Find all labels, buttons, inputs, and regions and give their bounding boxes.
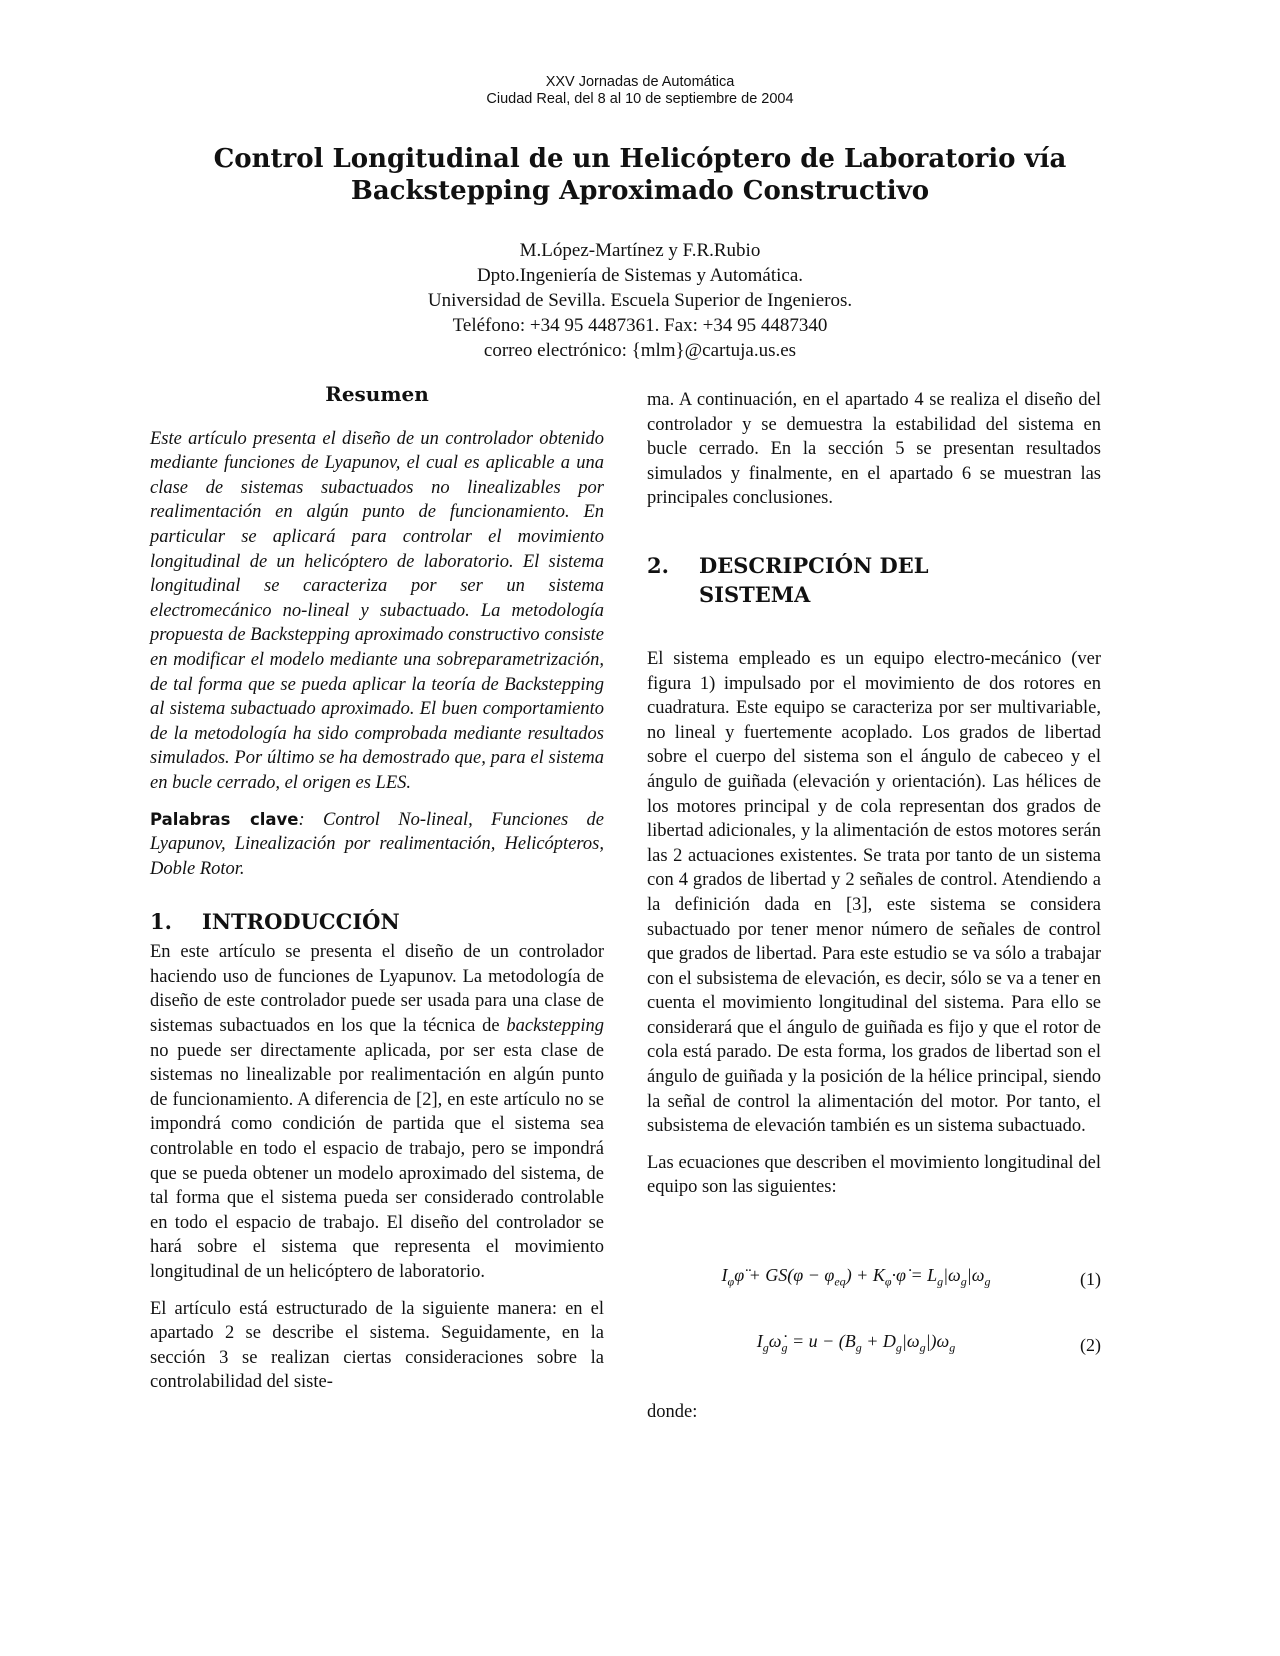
conference-place-date: Ciudad Real, del 8 al 10 de septiembre de 2004 (486, 91, 794, 107)
intro-p1-emphasis: backstepping (506, 1016, 604, 1037)
section-1-title: INTRODUCCIÓN (202, 909, 400, 935)
section-1-heading (150, 907, 604, 936)
equation-1 (647, 1264, 1101, 1294)
conference-header (0, 74, 1280, 108)
paper-title (140, 143, 1140, 207)
author-email: correo electrónico: {mlm}@cartuja.us.es (483, 340, 797, 361)
equation-1-body: $I_\varphi\varphï + GS(\varphi - \varphi_{eq})$ + $K_\varphi\cdot\varphi̇ = L_g|\omega_g|\omega_g$ (721, 1265, 991, 1290)
equation-2-number: (2) (1080, 1334, 1101, 1355)
abstract-heading: Resumen (325, 382, 429, 406)
author-university: Universidad de Sevilla. Escuela Superior de Ingenieros. (427, 290, 853, 311)
section-2-title (699, 551, 928, 609)
intro-p1-text-a: En este artículo se presenta el diseño de un controlador haciendo uso de funciones de Lyapunov. La metodología de diseño de este controlador puede ser usada para una clase de sistemas subactuados en los que la técnica de (150, 942, 604, 1037)
system-paragraph-1: El sistema empleado es un equipo electro-mecánico (ver figura 1) impulsado por el movimiento de dos rotores en cuadratura. Este equipo se caracteriza por ser multivariable, no lineal y fuertemente acoplado. Los grados de libertad sobre el cuerpo del sistema son el ángulo de cabeceo y el ángulo de guiñada (elevación y orientación). Las hélices de los motores principal y de cola representan dos grados de libertad adicionales, y la alimentación de estos motores serán las 2 actuaciones existentes. Se trata por tanto de un sistema con 4 grados de libertad y 2 señales de control. Atendiendo a la definición dada en [3], este sistema se considera subactuado por tener menor número de señales de control que grados de libertad. Para este estudio se va sólo a trabajar con el subsistema de elevación, es decir, sólo se va a tener en cuenta el movimiento longitudinal del sistema. Para ello se considerará que el ángulo de guiñada es fijo y que el rotor de cola está parado. De esta forma, los grados de libertad son el ángulo de guiñada y la posición de la hélice principal, siendo la señal de control la alimentación del motor. Por tanto, el subsistema de elevación también es un sistema subactuado. (647, 648, 1101, 1137)
author-department: Dpto.Ingeniería de Sistemas y Automática. (476, 265, 804, 286)
section-2-heading (647, 551, 1101, 609)
author-block (240, 238, 1040, 363)
intro-paragraph-2-continued: ma. A continuación, en el apartado 4 se realiza el diseño del controlador y se demuestra la estabilidad del sistema en bucle cerrado. En la sección 5 se presentan resultados simulados y finalmente, en el apartado 6 se muestran las principales conclusiones. (647, 390, 1101, 509)
keywords-text: : Control No-lineal, Funciones de Lyapunov, Linealización por realimentación, Helicópteros, Doble Rotor. (150, 809, 604, 879)
keywords-label: Palabras clave (150, 809, 299, 829)
author-phone: Teléfono: +34 95 4487361. Fax: +34 95 4487340 (452, 315, 828, 336)
paper-title-line-2: Backstepping Aproximado Constructivo (350, 176, 930, 206)
section-2-title-line-2: SISTEMA (699, 581, 811, 607)
section-1-number: 1. (150, 909, 172, 935)
donde-label: donde: (647, 1402, 698, 1423)
section-2-title-line-1: DESCRIPCIÓN DEL (699, 552, 929, 578)
abstract-body: Este artículo presenta el diseño de un controlador obtenido mediante funciones de Lyapunov, el cual es aplicable a una clase de sistemas subactuados no linealizables por realimentación en algún punto de funcionamiento. En particular se aplicará para controlar el movimiento longitudinal de un helicóptero de laboratorio. El sistema longitudinal se caracteriza por ser un sistema electromecánico no-lineal y subactuado. La metodología propuesta de Backstepping aproximado constructivo consiste en modificar el modelo mediante una sobreparametrización, de tal forma que se pueda aplicar la teoría de Backstepping al sistema subactuado aproximado. El buen comportamiento de la metodología ha sido comprobada mediante resultados simulados. Por último se ha demostrado que, para el sistema en bucle cerrado, el origen es LES. (150, 428, 604, 793)
equation-2 (647, 1330, 1101, 1360)
equation-2-body: $I_g\omegȧ_g = u - (B_g + D_g|\omega_g|)\omega_g$ (756, 1331, 956, 1356)
author-names: M.López-Martínez y F.R.Rubio (519, 240, 761, 261)
keywords (150, 808, 604, 882)
system-paragraph-2: Las ecuaciones que describen el movimiento longitudinal del equipo son las siguientes: (647, 1152, 1101, 1198)
left-column (150, 382, 604, 1405)
intro-paragraph-1 (150, 940, 604, 1284)
paper-title-line-1: Control Longitudinal de un Helicóptero de Laboratorio vía (213, 144, 1067, 174)
intro-p1-text-b: no puede ser directamente aplicada, por ser esta clase de sistemas no linealizable por realimentación en algún punto de funcionamiento. A diferencia de [2], en este artículo no se impondrá como condición de partida que el sistema sea controlable en todo el espacio de trabajo, pero se impondrá que se pueda obtener un modelo aproximado del sistema, de tal forma que el sistema pueda ser considerado controlable en todo el espacio de trabajo. El diseño del controlador se hará sobre el sistema que representa el movimiento longitudinal de un helicóptero de laboratorio. (150, 1040, 604, 1282)
intro-paragraph-2: El artículo está estructurado de la siguiente manera: en el apartado 2 se describe el sistema. Seguidamente, en la sección 3 se realizan ciertas consideraciones sobre la controlabilidad del siste- (150, 1298, 604, 1393)
section-2-number: 2. (647, 552, 669, 578)
right-column (647, 388, 1101, 1435)
conference-name: XXV Jornadas de Automática (545, 74, 735, 90)
equation-1-number: (1) (1080, 1268, 1101, 1289)
